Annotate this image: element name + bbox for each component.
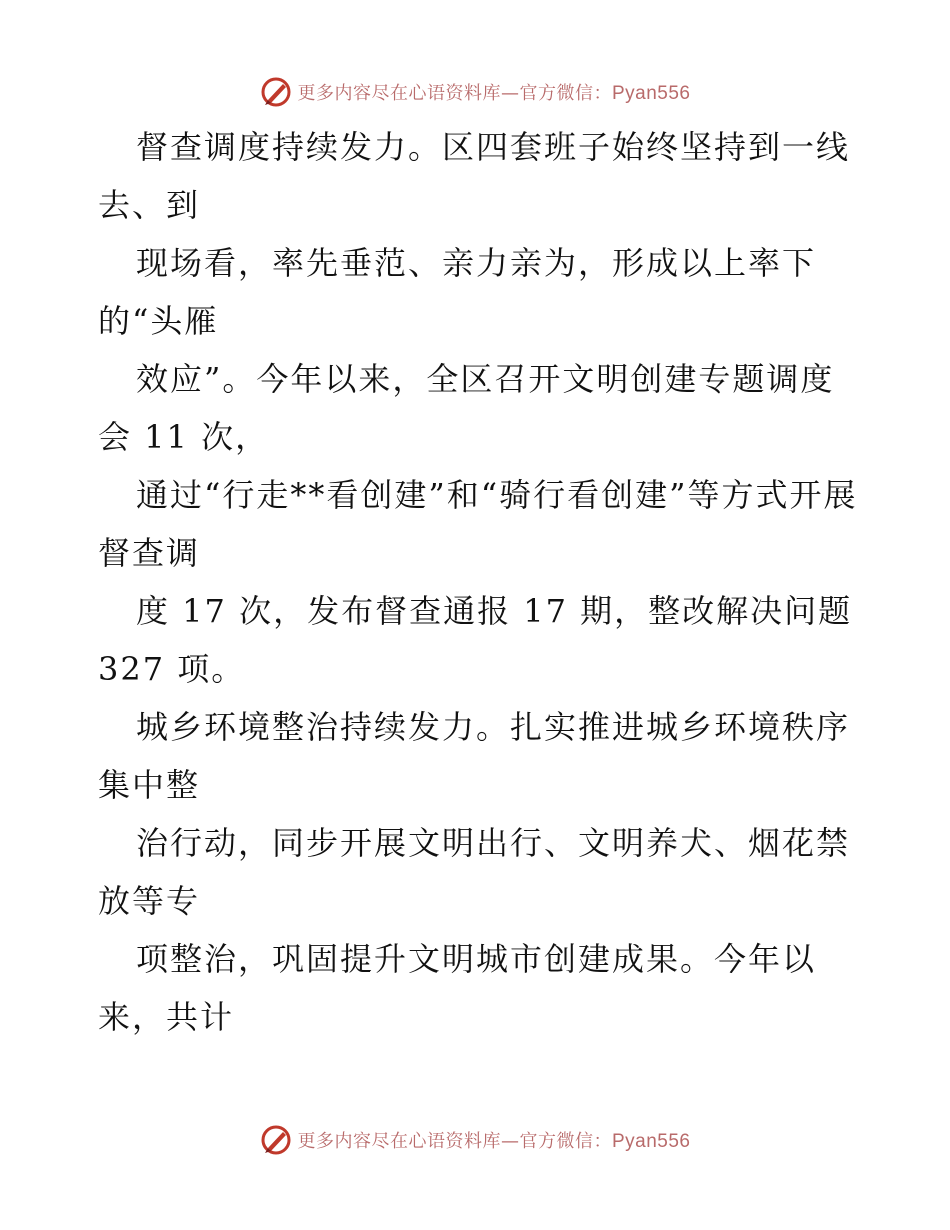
paragraph: 城乡环境整治持续发力。扎实推进城乡环境秩序集中整: [98, 708, 851, 804]
paragraph: 项整治，巩固提升文明城市创建成果。今年以来，共计: [98, 940, 817, 1036]
paragraph: 治行动，同步开展文明出行、文明养犬、烟花禁放等专: [98, 824, 851, 920]
banner-text: 更多内容尽在心语资料库—官方微信：Pyan556: [297, 1131, 691, 1152]
pen-logo-icon: [259, 1123, 293, 1157]
paragraph: 效应”。今年以来，全区召开文明创建专题调度会 11 次，: [98, 360, 835, 456]
paragraph: 度 17 次，发布督查通报 17 期，整改解决问题 327 项。: [98, 592, 853, 688]
paragraph: 督查调度持续发力。区四套班子始终坚持到一线去、到: [98, 128, 851, 224]
document-body: [98, 118, 858, 1046]
banner-text: 更多内容尽在心语资料库—官方微信：Pyan556: [297, 83, 691, 104]
header-banner: [0, 72, 950, 112]
footer-banner: [0, 1120, 950, 1160]
paragraph: 现场看，率先垂范、亲力亲为，形成以上率下的“头雁: [98, 244, 817, 340]
paragraph: 通过“行走**看创建”和“骑行看创建”等方式开展督查调: [98, 476, 858, 572]
pen-logo-icon: [259, 75, 293, 109]
